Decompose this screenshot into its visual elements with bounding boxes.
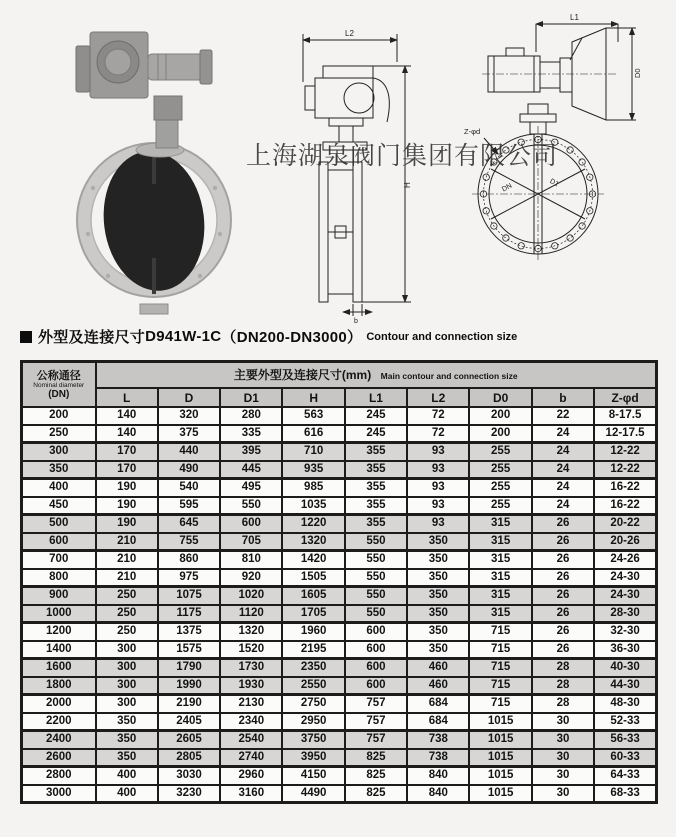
company-watermark: 上海湖泉阀门集团有限公司 bbox=[246, 143, 559, 170]
bolt-circle-label: Z-φd bbox=[464, 127, 481, 136]
dim-cell: 28-30 bbox=[594, 605, 656, 623]
dim-cell: 24 bbox=[532, 497, 594, 515]
table-row bbox=[22, 587, 657, 605]
dim-cell: 715 bbox=[469, 623, 531, 641]
dim-cell: 12-22 bbox=[594, 461, 656, 479]
section-title-cn: 外型及连接尺寸 bbox=[38, 329, 146, 346]
dn-cell: 2600 bbox=[22, 749, 96, 767]
dim-cell: 24-30 bbox=[594, 587, 656, 605]
table-row bbox=[22, 749, 657, 767]
dim-cell: 30 bbox=[532, 731, 594, 749]
dim-cell: 200 bbox=[469, 425, 531, 443]
table-row bbox=[22, 641, 657, 659]
dim-cell: 350 bbox=[407, 569, 469, 587]
dn-cell: 250 bbox=[22, 425, 96, 443]
table-row bbox=[22, 785, 657, 803]
dim-cell: 600 bbox=[345, 659, 407, 677]
dim-cell: 315 bbox=[469, 587, 531, 605]
dim-cell: 3030 bbox=[158, 767, 220, 785]
dim-label-b: b bbox=[354, 318, 358, 324]
dim-label-l2: L2 bbox=[345, 29, 354, 38]
dn-header-en: Nominal diameter bbox=[33, 381, 85, 389]
dim-cell: 26 bbox=[532, 623, 594, 641]
table-row bbox=[22, 767, 657, 785]
dim-cell: 250 bbox=[96, 623, 158, 641]
dn-cell: 2000 bbox=[22, 695, 96, 713]
dim-cell: 550 bbox=[345, 533, 407, 551]
dim-cell: 350 bbox=[407, 641, 469, 659]
dim-label-dn: DN bbox=[501, 182, 514, 194]
dim-cell: 3230 bbox=[158, 785, 220, 803]
dim-cell: 738 bbox=[407, 731, 469, 749]
dim-cell: 2605 bbox=[158, 731, 220, 749]
dim-cell: 550 bbox=[345, 605, 407, 623]
dim-cell: 3750 bbox=[282, 731, 344, 749]
table-row bbox=[22, 569, 657, 587]
dim-cell: 495 bbox=[220, 479, 282, 497]
column-header: L bbox=[96, 388, 158, 407]
dim-cell: 52-33 bbox=[594, 713, 656, 731]
table-row bbox=[22, 623, 657, 641]
dim-cell: 300 bbox=[96, 641, 158, 659]
dim-cell: 210 bbox=[96, 533, 158, 551]
dim-cell: 170 bbox=[96, 443, 158, 461]
table-row bbox=[22, 479, 657, 497]
actuator-motor bbox=[148, 54, 204, 80]
dim-cell: 860 bbox=[158, 551, 220, 569]
dim-cell: 645 bbox=[158, 515, 220, 533]
dim-cell: 757 bbox=[345, 713, 407, 731]
dim-cell: 315 bbox=[469, 533, 531, 551]
dim-cell: 600 bbox=[220, 515, 282, 533]
dim-cell: 810 bbox=[220, 551, 282, 569]
dim-cell: 715 bbox=[469, 695, 531, 713]
table-row bbox=[22, 425, 657, 443]
dim-cell: 93 bbox=[407, 443, 469, 461]
dim-cell: 1990 bbox=[158, 677, 220, 695]
column-header-row bbox=[22, 388, 657, 407]
dim-label-d0: D0 bbox=[633, 68, 642, 78]
dim-cell: 350 bbox=[407, 623, 469, 641]
dim-label-h: H bbox=[403, 182, 412, 188]
dim-cell: 24 bbox=[532, 479, 594, 497]
dim-cell: 200 bbox=[469, 407, 531, 425]
dn-cell: 200 bbox=[22, 407, 96, 425]
dim-cell: 93 bbox=[407, 497, 469, 515]
dim-cell: 825 bbox=[345, 785, 407, 803]
dim-cell: 1175 bbox=[158, 605, 220, 623]
dn-cell: 400 bbox=[22, 479, 96, 497]
dim-cell: 350 bbox=[407, 587, 469, 605]
dim-cell: 1035 bbox=[282, 497, 344, 515]
dim-cell: 550 bbox=[345, 569, 407, 587]
dim-table-body bbox=[22, 407, 657, 803]
table-row bbox=[22, 731, 657, 749]
dim-cell: 315 bbox=[469, 551, 531, 569]
dim-cell: 935 bbox=[282, 461, 344, 479]
dim-cell: 550 bbox=[220, 497, 282, 515]
dim-cell: 440 bbox=[158, 443, 220, 461]
dim-cell: 26 bbox=[532, 587, 594, 605]
dim-cell: 1930 bbox=[220, 677, 282, 695]
dim-cell: 2740 bbox=[220, 749, 282, 767]
dn-cell: 1400 bbox=[22, 641, 96, 659]
dim-cell: 250 bbox=[96, 605, 158, 623]
dim-cell: 2805 bbox=[158, 749, 220, 767]
dim-cell: 24-30 bbox=[594, 569, 656, 587]
dim-cell: 60-33 bbox=[594, 749, 656, 767]
dim-cell: 1015 bbox=[469, 749, 531, 767]
dim-cell: 715 bbox=[469, 677, 531, 695]
dim-label-l1: L1 bbox=[570, 13, 579, 22]
dim-cell: 255 bbox=[469, 443, 531, 461]
dim-cell: 30 bbox=[532, 749, 594, 767]
dim-cell: 2960 bbox=[220, 767, 282, 785]
dim-cell: 335 bbox=[220, 425, 282, 443]
dn-cell: 1800 bbox=[22, 677, 96, 695]
dim-cell: 550 bbox=[345, 551, 407, 569]
group-header-en: Main contour and connection size bbox=[380, 371, 518, 381]
dim-cell: 1505 bbox=[282, 569, 344, 587]
dim-cell: 600 bbox=[345, 623, 407, 641]
dim-cell: 40-30 bbox=[594, 659, 656, 677]
dim-cell: 56-33 bbox=[594, 731, 656, 749]
dim-cell: 93 bbox=[407, 461, 469, 479]
dn-cell: 2200 bbox=[22, 713, 96, 731]
dim-cell: 1320 bbox=[220, 623, 282, 641]
column-header: L1 bbox=[345, 388, 407, 407]
dim-cell: 920 bbox=[220, 569, 282, 587]
dim-cell: 315 bbox=[469, 515, 531, 533]
dim-cell: 280 bbox=[220, 407, 282, 425]
dim-cell: 2340 bbox=[220, 713, 282, 731]
dim-cell: 595 bbox=[158, 497, 220, 515]
dim-cell: 350 bbox=[407, 605, 469, 623]
dim-cell: 22 bbox=[532, 407, 594, 425]
dim-cell: 684 bbox=[407, 695, 469, 713]
dim-cell: 600 bbox=[345, 677, 407, 695]
dim-cell: 2195 bbox=[282, 641, 344, 659]
dim-cell: 550 bbox=[345, 587, 407, 605]
dim-cell: 12-22 bbox=[594, 443, 656, 461]
dim-cell: 2950 bbox=[282, 713, 344, 731]
dim-cell: 3950 bbox=[282, 749, 344, 767]
dn-cell: 1600 bbox=[22, 659, 96, 677]
dim-cell: 245 bbox=[345, 407, 407, 425]
dim-cell: 93 bbox=[407, 515, 469, 533]
square-bullet-icon bbox=[20, 331, 32, 343]
dim-cell: 26 bbox=[532, 533, 594, 551]
dim-cell: 250 bbox=[96, 587, 158, 605]
dim-cell: 375 bbox=[158, 425, 220, 443]
dim-label-d1: D1 bbox=[548, 177, 560, 189]
table-row bbox=[22, 497, 657, 515]
dim-cell: 320 bbox=[158, 407, 220, 425]
table-row bbox=[22, 533, 657, 551]
column-header: b bbox=[532, 388, 594, 407]
dim-cell: 2540 bbox=[220, 731, 282, 749]
dim-cell: 300 bbox=[96, 677, 158, 695]
dim-cell: 355 bbox=[345, 479, 407, 497]
dim-cell: 355 bbox=[345, 461, 407, 479]
dim-cell: 350 bbox=[96, 713, 158, 731]
table-row bbox=[22, 659, 657, 677]
dim-cell: 26 bbox=[532, 605, 594, 623]
dn-cell: 350 bbox=[22, 461, 96, 479]
dim-cell: 985 bbox=[282, 479, 344, 497]
dim-cell: 24-26 bbox=[594, 551, 656, 569]
dim-cell: 16-22 bbox=[594, 497, 656, 515]
table-row bbox=[22, 695, 657, 713]
dim-cell: 16-22 bbox=[594, 479, 656, 497]
dim-cell: 825 bbox=[345, 749, 407, 767]
dim-cell: 600 bbox=[345, 641, 407, 659]
dim-cell: 315 bbox=[469, 569, 531, 587]
dim-cell: 715 bbox=[469, 659, 531, 677]
dim-cell: 460 bbox=[407, 677, 469, 695]
dim-cell: 30 bbox=[532, 713, 594, 731]
dim-cell: 1960 bbox=[282, 623, 344, 641]
dim-cell: 2190 bbox=[158, 695, 220, 713]
dim-cell: 1075 bbox=[158, 587, 220, 605]
dim-cell: 1020 bbox=[220, 587, 282, 605]
dn-cell: 2400 bbox=[22, 731, 96, 749]
dim-cell: 28 bbox=[532, 695, 594, 713]
dim-cell: 1375 bbox=[158, 623, 220, 641]
dim-cell: 2130 bbox=[220, 695, 282, 713]
table-row bbox=[22, 713, 657, 731]
dim-cell: 825 bbox=[345, 767, 407, 785]
dim-cell: 540 bbox=[158, 479, 220, 497]
column-header: D1 bbox=[220, 388, 282, 407]
dim-cell: 1705 bbox=[282, 605, 344, 623]
dim-cell: 350 bbox=[96, 749, 158, 767]
dim-cell: 757 bbox=[345, 695, 407, 713]
dim-cell: 24 bbox=[532, 425, 594, 443]
dim-cell: 710 bbox=[282, 443, 344, 461]
dim-cell: 1520 bbox=[220, 641, 282, 659]
column-header: L2 bbox=[407, 388, 469, 407]
dim-cell: 26 bbox=[532, 569, 594, 587]
dim-cell: 757 bbox=[345, 731, 407, 749]
dn-cell: 1200 bbox=[22, 623, 96, 641]
dim-cell: 1015 bbox=[469, 731, 531, 749]
dim-cell: 715 bbox=[469, 641, 531, 659]
dim-cell: 1015 bbox=[469, 785, 531, 803]
dim-cell: 24 bbox=[532, 461, 594, 479]
dim-cell: 190 bbox=[96, 497, 158, 515]
dim-cell: 30 bbox=[532, 785, 594, 803]
dim-cell: 140 bbox=[96, 425, 158, 443]
dim-cell: 315 bbox=[469, 605, 531, 623]
dim-cell: 350 bbox=[96, 731, 158, 749]
dim-cell: 8-17.5 bbox=[594, 407, 656, 425]
dim-cell: 72 bbox=[407, 425, 469, 443]
table-row bbox=[22, 407, 657, 425]
section-title-model: D941W-1C bbox=[145, 328, 222, 345]
dim-cell: 3160 bbox=[220, 785, 282, 803]
column-header: D0 bbox=[469, 388, 531, 407]
dim-cell: 68-33 bbox=[594, 785, 656, 803]
dim-cell: 36-30 bbox=[594, 641, 656, 659]
dim-cell: 355 bbox=[345, 515, 407, 533]
dim-cell: 190 bbox=[96, 479, 158, 497]
dim-cell: 1730 bbox=[220, 659, 282, 677]
table-row bbox=[22, 443, 657, 461]
table-row bbox=[22, 515, 657, 533]
dim-cell: 72 bbox=[407, 407, 469, 425]
group-header bbox=[96, 362, 657, 389]
dim-cell: 684 bbox=[407, 713, 469, 731]
dim-cell: 1220 bbox=[282, 515, 344, 533]
dim-cell: 1420 bbox=[282, 551, 344, 569]
dn-header-unit: (DN) bbox=[48, 388, 70, 400]
dim-cell: 30 bbox=[532, 767, 594, 785]
dim-cell: 490 bbox=[158, 461, 220, 479]
dn-cell: 900 bbox=[22, 587, 96, 605]
dim-cell: 1015 bbox=[469, 767, 531, 785]
section-title-en: Contour and connection size bbox=[366, 330, 518, 343]
column-header: D bbox=[158, 388, 220, 407]
dim-cell: 840 bbox=[407, 785, 469, 803]
dim-cell: 1015 bbox=[469, 713, 531, 731]
dim-cell: 4490 bbox=[282, 785, 344, 803]
dn-cell: 700 bbox=[22, 551, 96, 569]
dim-cell: 93 bbox=[407, 479, 469, 497]
table-row bbox=[22, 461, 657, 479]
dim-cell: 210 bbox=[96, 569, 158, 587]
dim-cell: 2550 bbox=[282, 677, 344, 695]
dim-cell: 350 bbox=[407, 533, 469, 551]
section-title bbox=[20, 326, 517, 347]
dim-cell: 1605 bbox=[282, 587, 344, 605]
group-header-cn: 主要外型及连接尺寸(mm) bbox=[233, 368, 372, 382]
dim-cell: 26 bbox=[532, 641, 594, 659]
section-title-range: （DN200-DN3000） bbox=[221, 329, 363, 346]
dim-cell: 738 bbox=[407, 749, 469, 767]
dim-cell: 44-30 bbox=[594, 677, 656, 695]
column-header: Z-φd bbox=[594, 388, 656, 407]
dim-cell: 400 bbox=[96, 767, 158, 785]
dim-cell: 2350 bbox=[282, 659, 344, 677]
dim-cell: 255 bbox=[469, 461, 531, 479]
dim-cell: 4150 bbox=[282, 767, 344, 785]
dim-cell: 1120 bbox=[220, 605, 282, 623]
dn-cell: 600 bbox=[22, 533, 96, 551]
dn-cell: 300 bbox=[22, 443, 96, 461]
dim-cell: 170 bbox=[96, 461, 158, 479]
dn-cell: 450 bbox=[22, 497, 96, 515]
dim-cell: 1320 bbox=[282, 533, 344, 551]
dn-cell: 1000 bbox=[22, 605, 96, 623]
dim-cell: 400 bbox=[96, 785, 158, 803]
dim-cell: 355 bbox=[345, 443, 407, 461]
dn-cell: 2800 bbox=[22, 767, 96, 785]
dim-cell: 840 bbox=[407, 767, 469, 785]
column-header: H bbox=[282, 388, 344, 407]
dimension-table bbox=[20, 360, 658, 804]
dim-cell: 32-30 bbox=[594, 623, 656, 641]
dim-cell: 355 bbox=[345, 497, 407, 515]
dim-cell: 1790 bbox=[158, 659, 220, 677]
dim-cell: 255 bbox=[469, 497, 531, 515]
dn-cell: 800 bbox=[22, 569, 96, 587]
dim-cell: 350 bbox=[407, 551, 469, 569]
dim-cell: 190 bbox=[96, 515, 158, 533]
dim-cell: 460 bbox=[407, 659, 469, 677]
dim-cell: 28 bbox=[532, 677, 594, 695]
dim-cell: 1575 bbox=[158, 641, 220, 659]
dim-cell: 2750 bbox=[282, 695, 344, 713]
dim-cell: 140 bbox=[96, 407, 158, 425]
dim-cell: 20-22 bbox=[594, 515, 656, 533]
dim-cell: 563 bbox=[282, 407, 344, 425]
dim-cell: 48-30 bbox=[594, 695, 656, 713]
dim-cell: 255 bbox=[469, 479, 531, 497]
dim-cell: 12-17.5 bbox=[594, 425, 656, 443]
dim-cell: 24 bbox=[532, 443, 594, 461]
dim-cell: 300 bbox=[96, 659, 158, 677]
table-row bbox=[22, 551, 657, 569]
dim-cell: 395 bbox=[220, 443, 282, 461]
dim-cell: 705 bbox=[220, 533, 282, 551]
dim-cell: 20-26 bbox=[594, 533, 656, 551]
dn-header-cn: 公称通径 bbox=[36, 369, 81, 382]
table-row bbox=[22, 605, 657, 623]
dn-cell: 3000 bbox=[22, 785, 96, 803]
dn-column-header bbox=[22, 362, 96, 408]
dim-cell: 28 bbox=[532, 659, 594, 677]
dim-cell: 210 bbox=[96, 551, 158, 569]
valve-photo bbox=[68, 20, 238, 320]
dim-cell: 26 bbox=[532, 551, 594, 569]
dim-cell: 755 bbox=[158, 533, 220, 551]
dn-cell: 500 bbox=[22, 515, 96, 533]
table-row bbox=[22, 677, 657, 695]
dim-cell: 975 bbox=[158, 569, 220, 587]
dim-cell: 616 bbox=[282, 425, 344, 443]
dim-cell: 245 bbox=[345, 425, 407, 443]
dim-cell: 445 bbox=[220, 461, 282, 479]
dim-cell: 26 bbox=[532, 515, 594, 533]
dim-cell: 64-33 bbox=[594, 767, 656, 785]
dim-cell: 300 bbox=[96, 695, 158, 713]
dim-cell: 2405 bbox=[158, 713, 220, 731]
